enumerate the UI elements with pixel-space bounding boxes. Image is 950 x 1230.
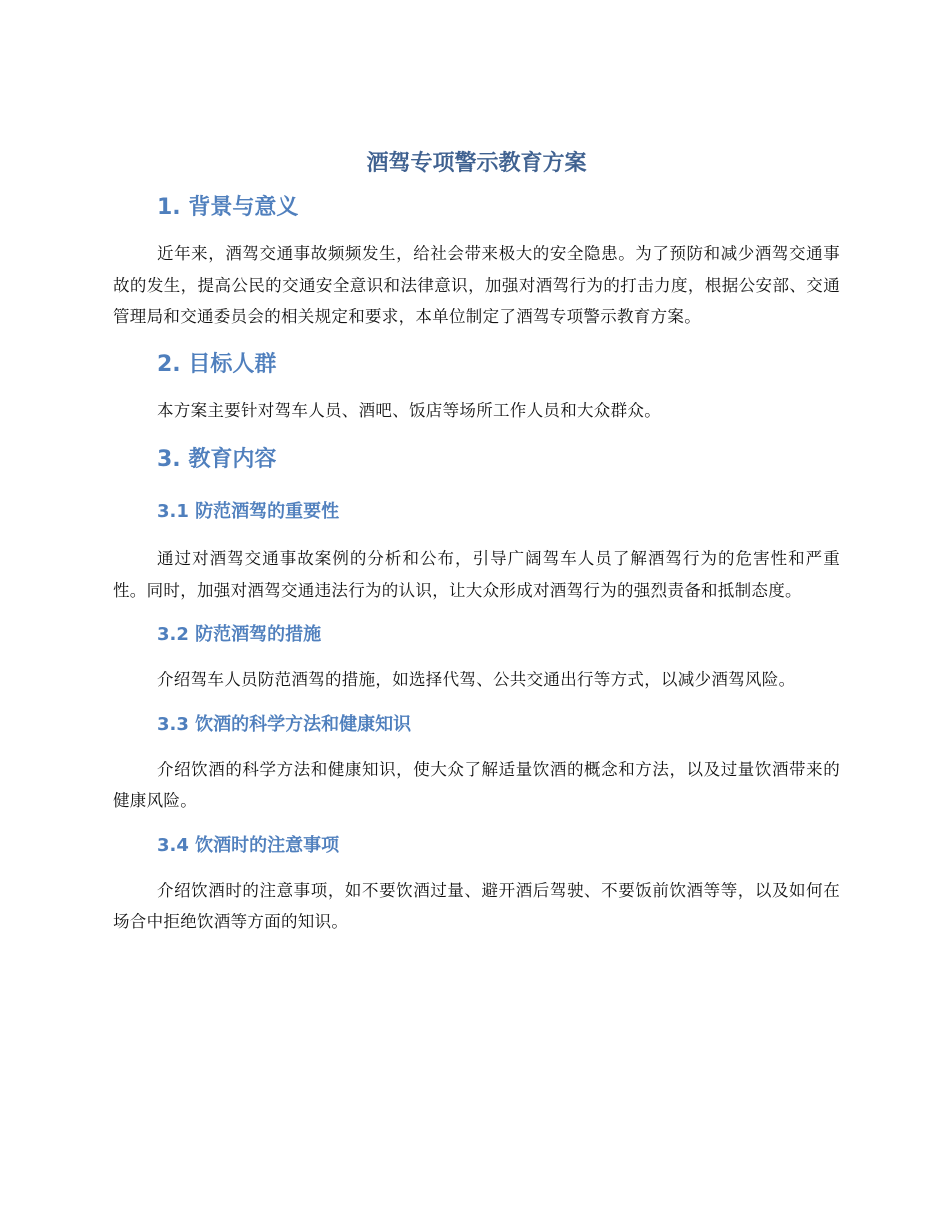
section-heading-target-audience: 2. 目标人群	[157, 351, 277, 377]
subsection-heading-measures: 3.2 防范酒驾的措施	[157, 624, 322, 645]
subsection-heading-precautions: 3.4 饮酒时的注意事项	[157, 834, 340, 856]
subsection-paragraph-precautions: 介绍饮酒时的注意事项，如不要饮酒过量、避开酒后驾驶、不要饭前饮酒等等，以及如何在场合中拒绝饮酒等方面的知识。	[113, 880, 840, 931]
section-heading-education-content: 3. 教育内容	[157, 447, 277, 472]
document-title: 酒驾专项警示教育方案	[366, 151, 587, 176]
subsection-heading-scientific-drinking: 3.3 饮酒的科学方法和健康知识	[157, 713, 412, 735]
subsection-heading-importance: 3.1 防范酒驾的重要性	[157, 501, 340, 522]
section-paragraph-background: 近年来，酒驾交通事故频频发生，给社会带来极大的安全隐患。为了预防和减少酒驾交通事故的发生，提高公民的交通安全意识和法律意识，加强对酒驾行为的打击力度，根据公安部、交通管理局和交通委员会的相关规定和要求，本单位制定了酒驾专项警示教育方案。	[113, 244, 840, 326]
subsection-paragraph-scientific-drinking: 介绍饮酒的科学方法和健康知识，使大众了解适量饮酒的概念和方法，以及过量饮酒带来的健康风险。	[113, 759, 840, 810]
subsection-paragraph-importance: 通过对酒驾交通事故案例的分析和公布，引导广阔驾车人员了解酒驾行为的危害性和严重性。同时，加强对酒驾交通违法行为的认识，让大众形成对酒驾行为的强烈责备和抵制态度。	[113, 549, 840, 600]
subsection-paragraph-measures: 介绍驾车人员防范酒驾的措施，如选择代驾、公共交通出行等方式，以减少酒驾风险。	[157, 670, 796, 689]
section-heading-background: 1. 背景与意义	[157, 195, 299, 220]
document-body	[113, 148, 840, 938]
section-paragraph-target-audience: 本方案主要针对驾车人员、酒吧、饭店等场所工作人员和大众群众。	[157, 400, 661, 420]
